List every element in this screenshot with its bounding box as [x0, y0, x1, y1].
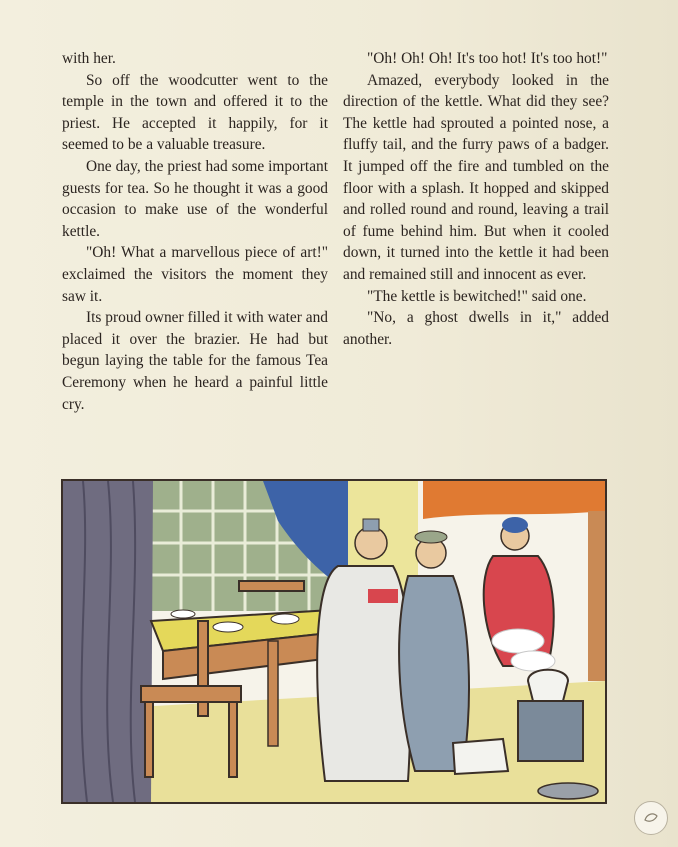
stamp-icon [634, 801, 668, 835]
paragraph: Its proud owner filled it with water and placed it over the brazier. He had but begun laying the table for the famous Tea Ceremony when he heard a painful little cry. [62, 309, 328, 413]
paragraph: "The kettle is bewitched!" said one. [367, 287, 587, 305]
paragraph: "Oh! What a marvellous piece of art!" exclaimed the visitors the moment they saw it. [62, 244, 328, 305]
paragraph: "No, a ghost dwells in it," added another. [343, 309, 609, 348]
kettle [453, 739, 508, 774]
paragraph: with her. [62, 50, 116, 67]
illustration-svg [63, 481, 605, 802]
paragraph: One day, the priest had some important guests for tea. So he thought it was a good occasion to make use of the wonderful kettle. [62, 157, 328, 240]
tea-ceremony-illustration [61, 479, 607, 804]
text-column-left [62, 48, 328, 415]
paragraph: "Oh! Oh! Oh! It's too hot! It's too hot!" [367, 50, 608, 67]
paragraph: Amazed, everybody looked in the direction of the kettle. What did they see? The kettle had sprouted a pointed nose, a fluffy tail, and the furry paws of a badger. It jumped off the fire and tumbled on the floor with a splash. It hopped and skipped and rolled round and round, leaving a trail of fume behind him. But when it cooled down, it turned into the kettle it had been and remained still and innocent as ever. [343, 71, 609, 283]
paragraph: So off the woodcutter went to the temple in the town and offered it to the priest. He accepted it happily, for it seemed to be a valuable treasure. [62, 71, 328, 154]
text-column-right [343, 48, 609, 350]
